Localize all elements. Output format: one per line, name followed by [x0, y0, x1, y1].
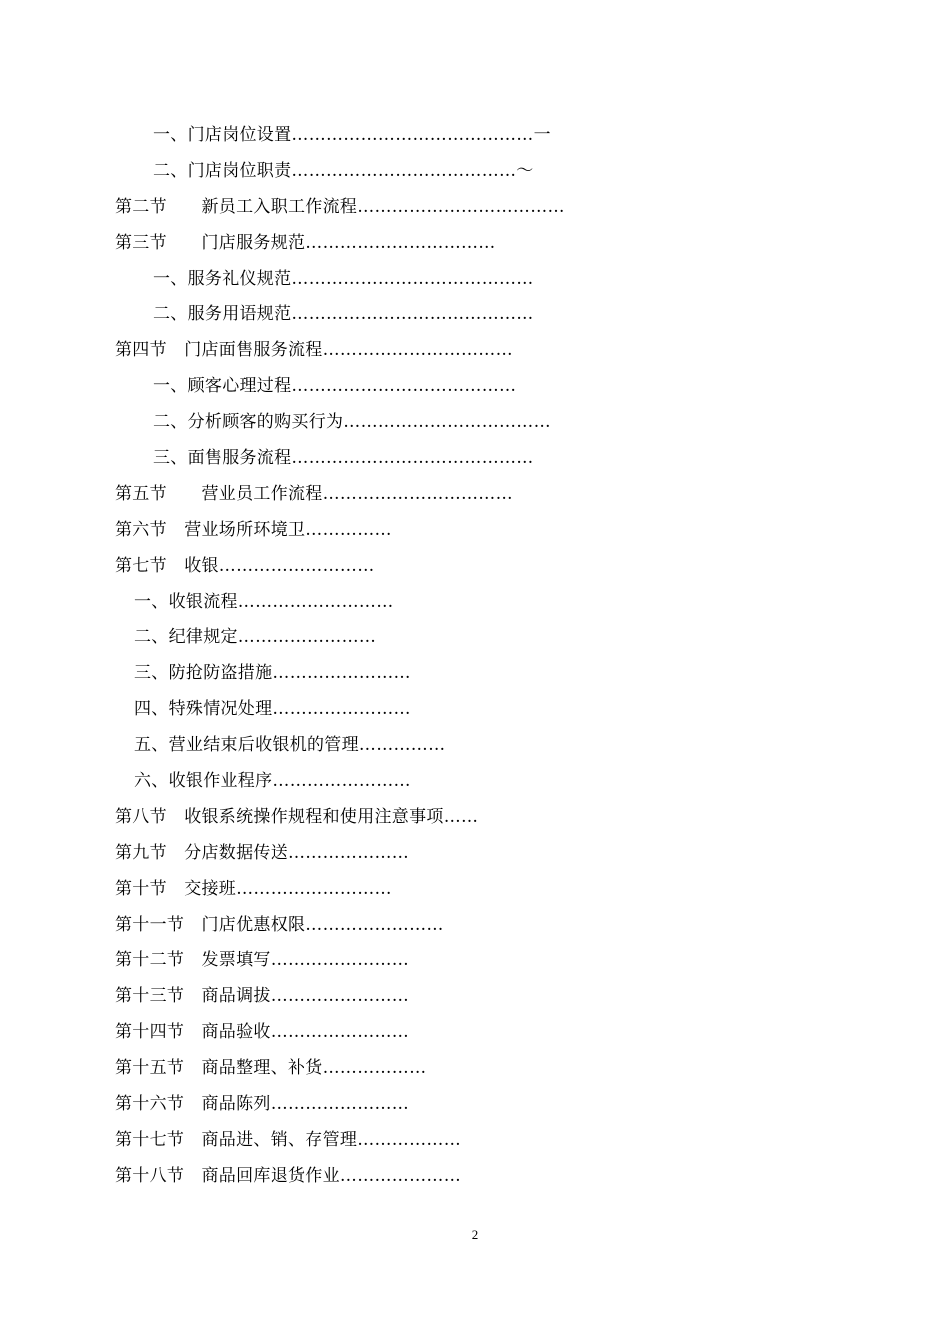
toc-entry: 第十四节 商品验收…………………… — [115, 1022, 410, 1043]
toc-entry: 第四节 门店面售服务流程…………………………… — [115, 340, 513, 361]
toc-entry: 第八节 收银系统操作规程和使用注意事项…… — [115, 806, 479, 827]
table-of-contents — [0, 118, 950, 1195]
toc-entry: 一、收银流程……………………… — [134, 591, 394, 612]
toc-entry: 三、面售服务流程…………………………………… — [153, 448, 534, 469]
toc-entry: 第十一节 门店优惠权限…………………… — [115, 914, 444, 935]
toc-entry: 第十二节 发票填写…………………… — [115, 950, 410, 971]
toc-entry: 第三节 门店服务规范…………………………… — [115, 232, 496, 253]
page-number: 2 — [471, 1227, 479, 1242]
toc-entry: 四、特殊情况处理…………………… — [134, 699, 411, 720]
toc-entry: 第十五节 商品整理、补货……………… — [115, 1058, 427, 1079]
toc-entry: 第六节 营业场所环境卫…………… — [115, 519, 392, 540]
toc-entry: 第九节 分店数据传送………………… — [115, 842, 410, 863]
toc-entry: 二、纪律规定…………………… — [134, 627, 377, 648]
toc-entry: 二、门店岗位职责…………………………………～ — [153, 160, 534, 181]
toc-entry: 六、收银作业程序…………………… — [134, 771, 411, 792]
toc-entry: 五、营业结束后收银机的管理…………… — [134, 735, 446, 756]
toc-entry: 三、防抢防盗措施…………………… — [134, 663, 411, 684]
toc-entry: 二、服务用语规范…………………………………… — [153, 304, 534, 325]
toc-entry: 第七节 收银……………………… — [115, 555, 375, 576]
toc-entry: 一、顾客心理过程………………………………… — [153, 376, 517, 397]
toc-entry: 第五节 营业员工作流程…………………………… — [115, 483, 513, 504]
toc-entry: 一、门店岗位设置……………………………………一 — [153, 125, 551, 145]
toc-entry: 一、服务礼仪规范…………………………………… — [153, 268, 534, 289]
toc-entry: 第十节 交接班……………………… — [115, 878, 392, 899]
toc-entry: 二、分析顾客的购买行为……………………………… — [153, 412, 551, 433]
toc-entry: 第二节 新员工入职工作流程……………………………… — [115, 196, 565, 217]
toc-entry: 第十七节 商品进、销、存管理……………… — [115, 1129, 461, 1150]
toc-entry: 第十六节 商品陈列…………………… — [115, 1094, 410, 1115]
toc-entry: 第十三节 商品调拔…………………… — [115, 986, 410, 1007]
toc-entry: 第十八节 商品回库退货作业………………… — [115, 1165, 461, 1186]
